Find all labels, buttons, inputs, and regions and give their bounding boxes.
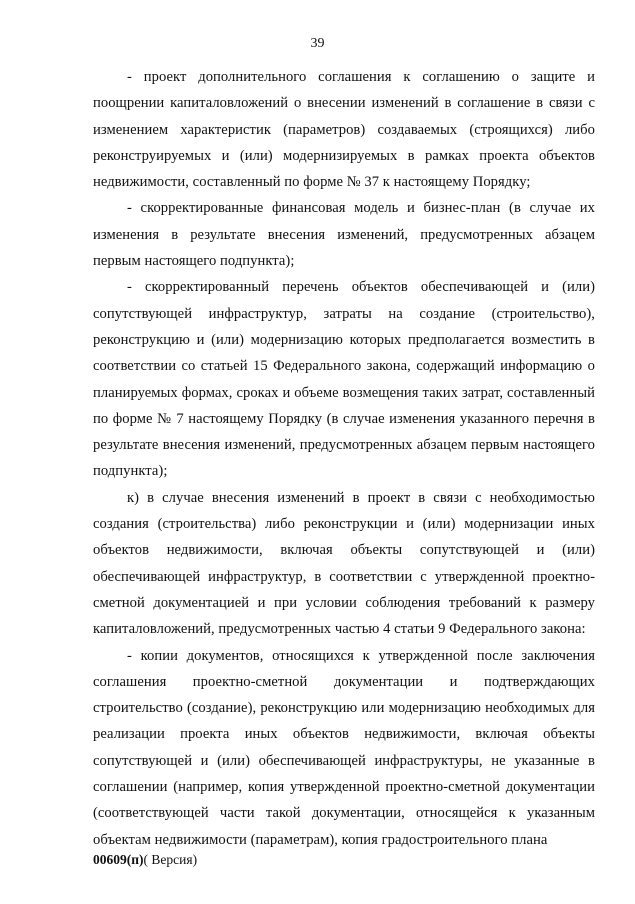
paragraph-document-copies: - копии документов, относящихся к утвержденной после заключения соглашения проектно-сметной документации и подтверждающих строительство (создание), реконструкцию или модернизацию необходимых для реализации проекта иных объектов недвижимости, включая объекты сопутствующей и (или) обеспечивающей инфраструктуры, не указанные в соглашении (например, копия утвержденной проектно-сметной документации (соответствующей части такой документации, относящейся к указанным объектам недвижимости (параметрам), копия градостроительного плана [93, 647, 595, 848]
paragraph-financial-model: - скорректированные финансовая модель и бизнес-план (в случае их изменения в результате внесения изменений, предусмотренных абзацем первым настоящего подпункта); [93, 200, 595, 270]
document-body [93, 64, 595, 853]
footer-version: ( Версия) [143, 852, 198, 867]
paragraph-item-k: к) в случае внесения изменений в проект в связи с необходимостью создания (строительства) либо реконструкции и (или) модернизации иных объектов недвижимости, включая объекты сопутствующей и (или) обеспечивающей инфраструктур, в соответствии с утвержденной проектно-сметной документацией и при условии соблюдения требований к размеру капиталовложений, предусмотренных частью 4 статьи 9 Федерального закона: [93, 489, 595, 638]
paragraph-infrastructure-list: - скорректированный перечень объектов обеспечивающей и (или) сопутствующей инфраструктур, затраты на создание (строительство), реконструкцию и (или) модернизацию которых предполагается возместить в соответствии со статьей 15 Федерального закона, содержащий информацию о планируемых формах, сроках и объеме возмещения таких затрат, составленный по форме № 7 настоящему Порядку (в случае изменения указанного перечня в результате внесения изменений, предусмотренных абзацем первым настоящего подпункта); [93, 279, 595, 480]
footer-document-code [93, 852, 197, 868]
page-number: 39 [310, 36, 325, 51]
paragraph-agreement-draft: - проект дополнительного соглашения к соглашению о защите и поощрении капиталовложений о внесении изменений в соглашение в связи с изменением характеристик (параметров) создаваемых (строящихся) либо реконструируемых и (или) модернизируемых в рамках проекта объектов недвижимости, составленный по форме № 37 к настоящему Порядку; [93, 69, 595, 191]
footer-code: 00609(п) [93, 852, 144, 867]
